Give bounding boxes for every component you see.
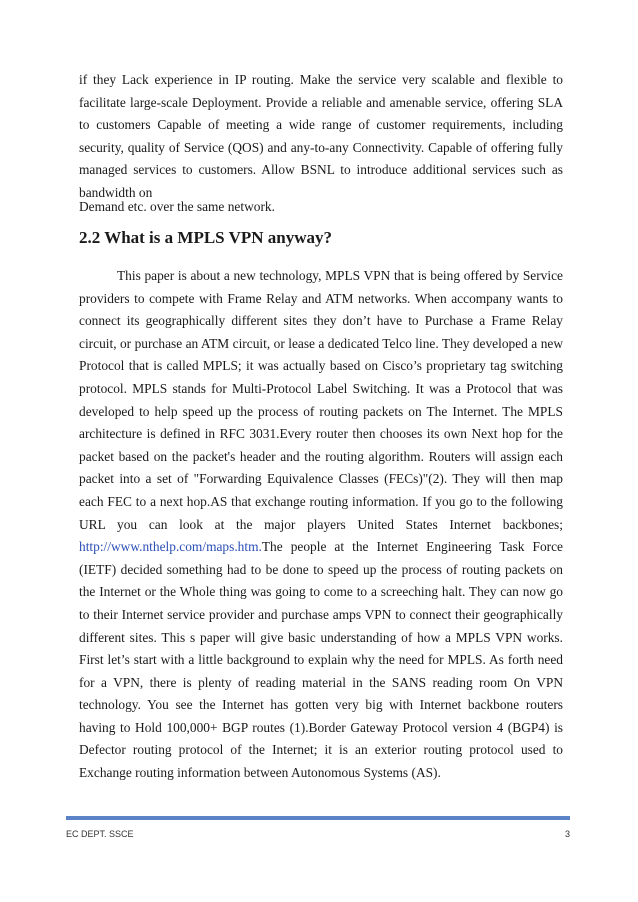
footer-rule	[66, 816, 570, 820]
body-text-part2: The people at the Internet Engineering Task Force (IETF) decided something had to be done to speed up the process of routing packets on the Internet or the Whole thing was going to come to a screeching halt. They can now go to their Internet service provider and purchase amps VPN to connect their geographically different sites. This s paper will give basic understanding of how a MPLS VPN works. First let’s start with a little background to explain why the need for MPLS. As forth need for a VPN, there is plenty of reading material in the SANS reading room On VPN technology. You see the Internet has gotten very big with Internet backbone routers having to Hold 100,000+ BGP routes (1).Border Gateway Protocol version 4 (BGP4) is Defector routing protocol of the Internet; it is an exterior routing protocol used to Exchange routing information between Autonomous Systems (AS).	[79, 539, 563, 781]
footer-department: EC DEPT. SSCE	[66, 829, 134, 839]
body-text-part1: This paper is about a new technology, MPLS VPN that is being offered by Service providers to compete with Frame Relay and ATM networks. When accompany wants to connect its geographically different sites they don’t have to Purchase a Frame Relay circuit, or purchase an ATM circuit, or lease a dedicated Telco line. They developed a new Protocol that is called MPLS; it was actually based on Cisco’s proprietary tag switching protocol. MPLS stands for Multi-Protocol Label Switching. It was a Protocol that was developed to help speed up the process of routing packets on The Internet. The MPLS architecture is defined in RFC 3031.Every router then chooses its own Next hop for the packet based on the packet's header and the routing algorithm. Routers will assign each packet into a set of "Forwarding Equivalence Classes (FECs)"(2). They will then map each FEC to a next hop.AS that exchange routing information. If you go to the following URL you can look at the major players United States Internet backbones;	[79, 268, 563, 532]
page-number: 3	[564, 829, 570, 839]
section-heading: 2.2 What is a MPLS VPN anyway?	[79, 228, 332, 247]
maps-link[interactable]: http://www.nthelp.com/maps.htm.	[79, 539, 262, 555]
intro-paragraph: if they Lack experience in IP routing. Make the service very scalable and flexible to facilitate large-scale Deployment. Provide a reliable and amenable service, offering SLA to customers Capable of meeting a wide range of customer requirements, including security, quality of Service (QOS) and any-to-any Connectivity. Capable of offering fully managed services to customers. Allow BSNL to introduce additional services such as bandwidth on	[79, 72, 563, 200]
body-paragraph	[79, 265, 563, 785]
intro-paragraph-last-line: Demand etc. over the same network.	[79, 199, 275, 214]
